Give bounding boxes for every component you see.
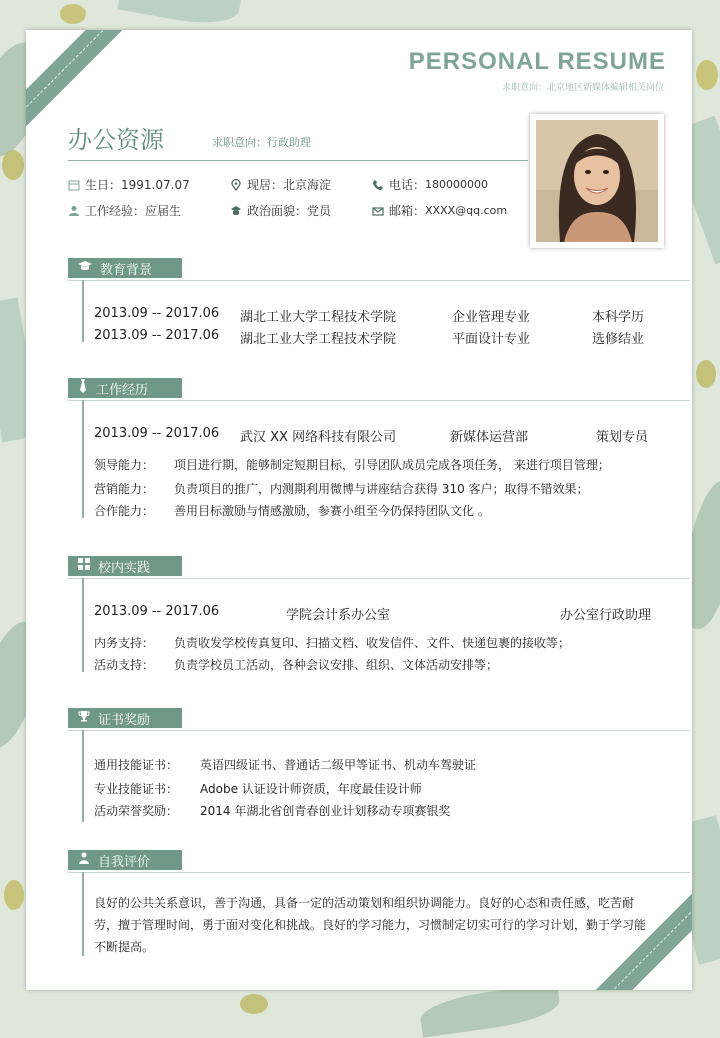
edu-row-1-school: 湖北工业大学工程技术学院 <box>240 310 397 325</box>
section-header-work <box>68 378 182 398</box>
work-department: 新媒体运营部 <box>450 430 529 445</box>
phone-icon <box>372 179 384 191</box>
corner-ribbon-top-left <box>26 30 127 131</box>
resume-title: PERSONAL RESUME <box>408 48 666 75</box>
section-title-certs: 证书奖励 <box>98 712 151 728</box>
job-intent: 求职意向：行政助理 <box>212 136 311 149</box>
info-experience <box>68 202 181 219</box>
campus-item-text: 负责收发学校传真复印、扫描文档、收发信件、文件、快递包裹的接收等； <box>174 636 571 650</box>
cert-item-label: 专业技能证书： <box>94 782 179 796</box>
section-vertical-bar <box>82 730 84 822</box>
user-icon <box>68 205 80 217</box>
section-divider <box>68 400 690 401</box>
email-label: 邮箱： <box>389 204 426 218</box>
birthday-text: 生日：1991.07.07 <box>85 178 190 192</box>
campus-org: 学院会计系办公室 <box>286 608 391 623</box>
calendar-icon <box>68 179 80 191</box>
section-title-education: 教育背景 <box>100 262 153 278</box>
section-vertical-bar <box>82 578 84 672</box>
portrait-image <box>536 120 658 242</box>
header-divider <box>68 160 528 161</box>
section-title-work: 工作经历 <box>96 382 149 398</box>
resume-subtitle: 求职意向：北京地区新媒体编辑相关岗位 <box>501 83 664 93</box>
profile-photo <box>530 114 664 248</box>
phone-value: 180000000 <box>425 178 489 191</box>
section-title-self: 自我评价 <box>98 854 151 870</box>
trophy-icon <box>78 710 90 726</box>
resume-page <box>26 30 692 990</box>
email-value: XXXX@qq.com <box>425 204 508 217</box>
politics-text: 政治面貌：党员 <box>247 204 332 218</box>
edu-row-2-period: 2013.09 -- 2017.06 <box>94 328 220 343</box>
info-politics <box>230 202 331 219</box>
section-header-self <box>68 850 182 870</box>
location-pin-icon <box>230 179 242 191</box>
windows-grid-icon <box>78 558 90 574</box>
edu-row-2-major: 平面设计专业 <box>452 332 531 347</box>
phone-label: 电话： <box>389 178 426 192</box>
campus-item-text: 负责学校员工活动，各种会议安排、组织、文体活动安排等； <box>174 658 499 672</box>
edu-row-1-major: 企业管理专业 <box>452 310 531 325</box>
info-location <box>230 176 331 193</box>
mail-icon <box>372 205 384 217</box>
section-vertical-bar <box>82 400 84 518</box>
work-item-text: 负责项目的推广，内测期利用微博与讲座结合获得 310 客户；取得不错效果； <box>174 482 589 496</box>
info-birthday <box>68 176 190 193</box>
section-divider <box>68 578 690 579</box>
candidate-name: 办公资源 <box>68 126 164 154</box>
section-vertical-bar <box>82 280 84 342</box>
edu-row-2-school: 湖北工业大学工程技术学院 <box>240 332 397 347</box>
location-text: 现居：北京海淀 <box>247 178 332 192</box>
campus-item-label: 内务支持： <box>94 636 155 650</box>
info-phone <box>372 176 488 193</box>
work-company: 武汉 XX 网络科技有限公司 <box>240 430 397 445</box>
graduation-cap-icon <box>78 260 92 276</box>
section-vertical-bar <box>82 872 84 956</box>
work-role: 策划专员 <box>596 430 649 445</box>
experience-text: 工作经验：应届生 <box>85 204 182 218</box>
campus-period: 2013.09 -- 2017.06 <box>94 604 220 619</box>
campus-item-label: 活动支持： <box>94 658 155 672</box>
edu-row-1-degree: 本科学历 <box>592 310 645 325</box>
self-evaluation-text: 良好的公共关系意识，善于沟通，具备一定的活动策划和组织协调能力。良好的心态和责任感，吃苦耐劳，擅于管理时间，勇于面对变化和挑战。良好的学习能力，习惯制定切实可行的学习计划，勤于学习能不断提高。 <box>94 896 647 954</box>
work-item-label: 合作能力： <box>94 504 155 518</box>
cert-item-text: 英语四级证书、普通话二级甲等证书、机动车驾驶证 <box>200 758 477 772</box>
section-title-campus: 校内实践 <box>98 560 151 576</box>
section-header-education <box>68 258 182 278</box>
section-header-campus <box>68 556 182 576</box>
work-item-text: 善用目标激励与情感激励，参赛小组至今仍保持团队文化 。 <box>174 504 490 518</box>
person-icon <box>78 852 90 868</box>
cert-item-text: 2014 年湖北省创青春创业计划移动专项赛银奖 <box>200 804 451 818</box>
info-email <box>372 202 507 219</box>
work-item-text: 项目进行期，能够制定短期目标，引导团队成员完成各项任务， 来进行项目管理； <box>174 458 610 472</box>
section-header-certs <box>68 708 182 728</box>
cert-item-label: 活动荣誉奖励： <box>94 804 179 818</box>
campus-role: 办公室行政助理 <box>560 608 652 623</box>
tie-icon <box>78 379 88 397</box>
section-divider <box>68 872 690 873</box>
edu-row-1-period: 2013.09 -- 2017.06 <box>94 306 220 321</box>
cert-item-label: 通用技能证书： <box>94 758 179 772</box>
flag-icon <box>230 205 242 217</box>
work-item-label: 营销能力： <box>94 482 155 496</box>
section-divider <box>68 280 690 281</box>
cert-item-text: Adobe 认证设计师资质，年度最佳设计师 <box>200 782 422 796</box>
section-divider <box>68 730 690 731</box>
work-item-label: 领导能力： <box>94 458 155 472</box>
edu-row-2-degree: 选修结业 <box>592 332 645 347</box>
work-period: 2013.09 -- 2017.06 <box>94 426 220 441</box>
